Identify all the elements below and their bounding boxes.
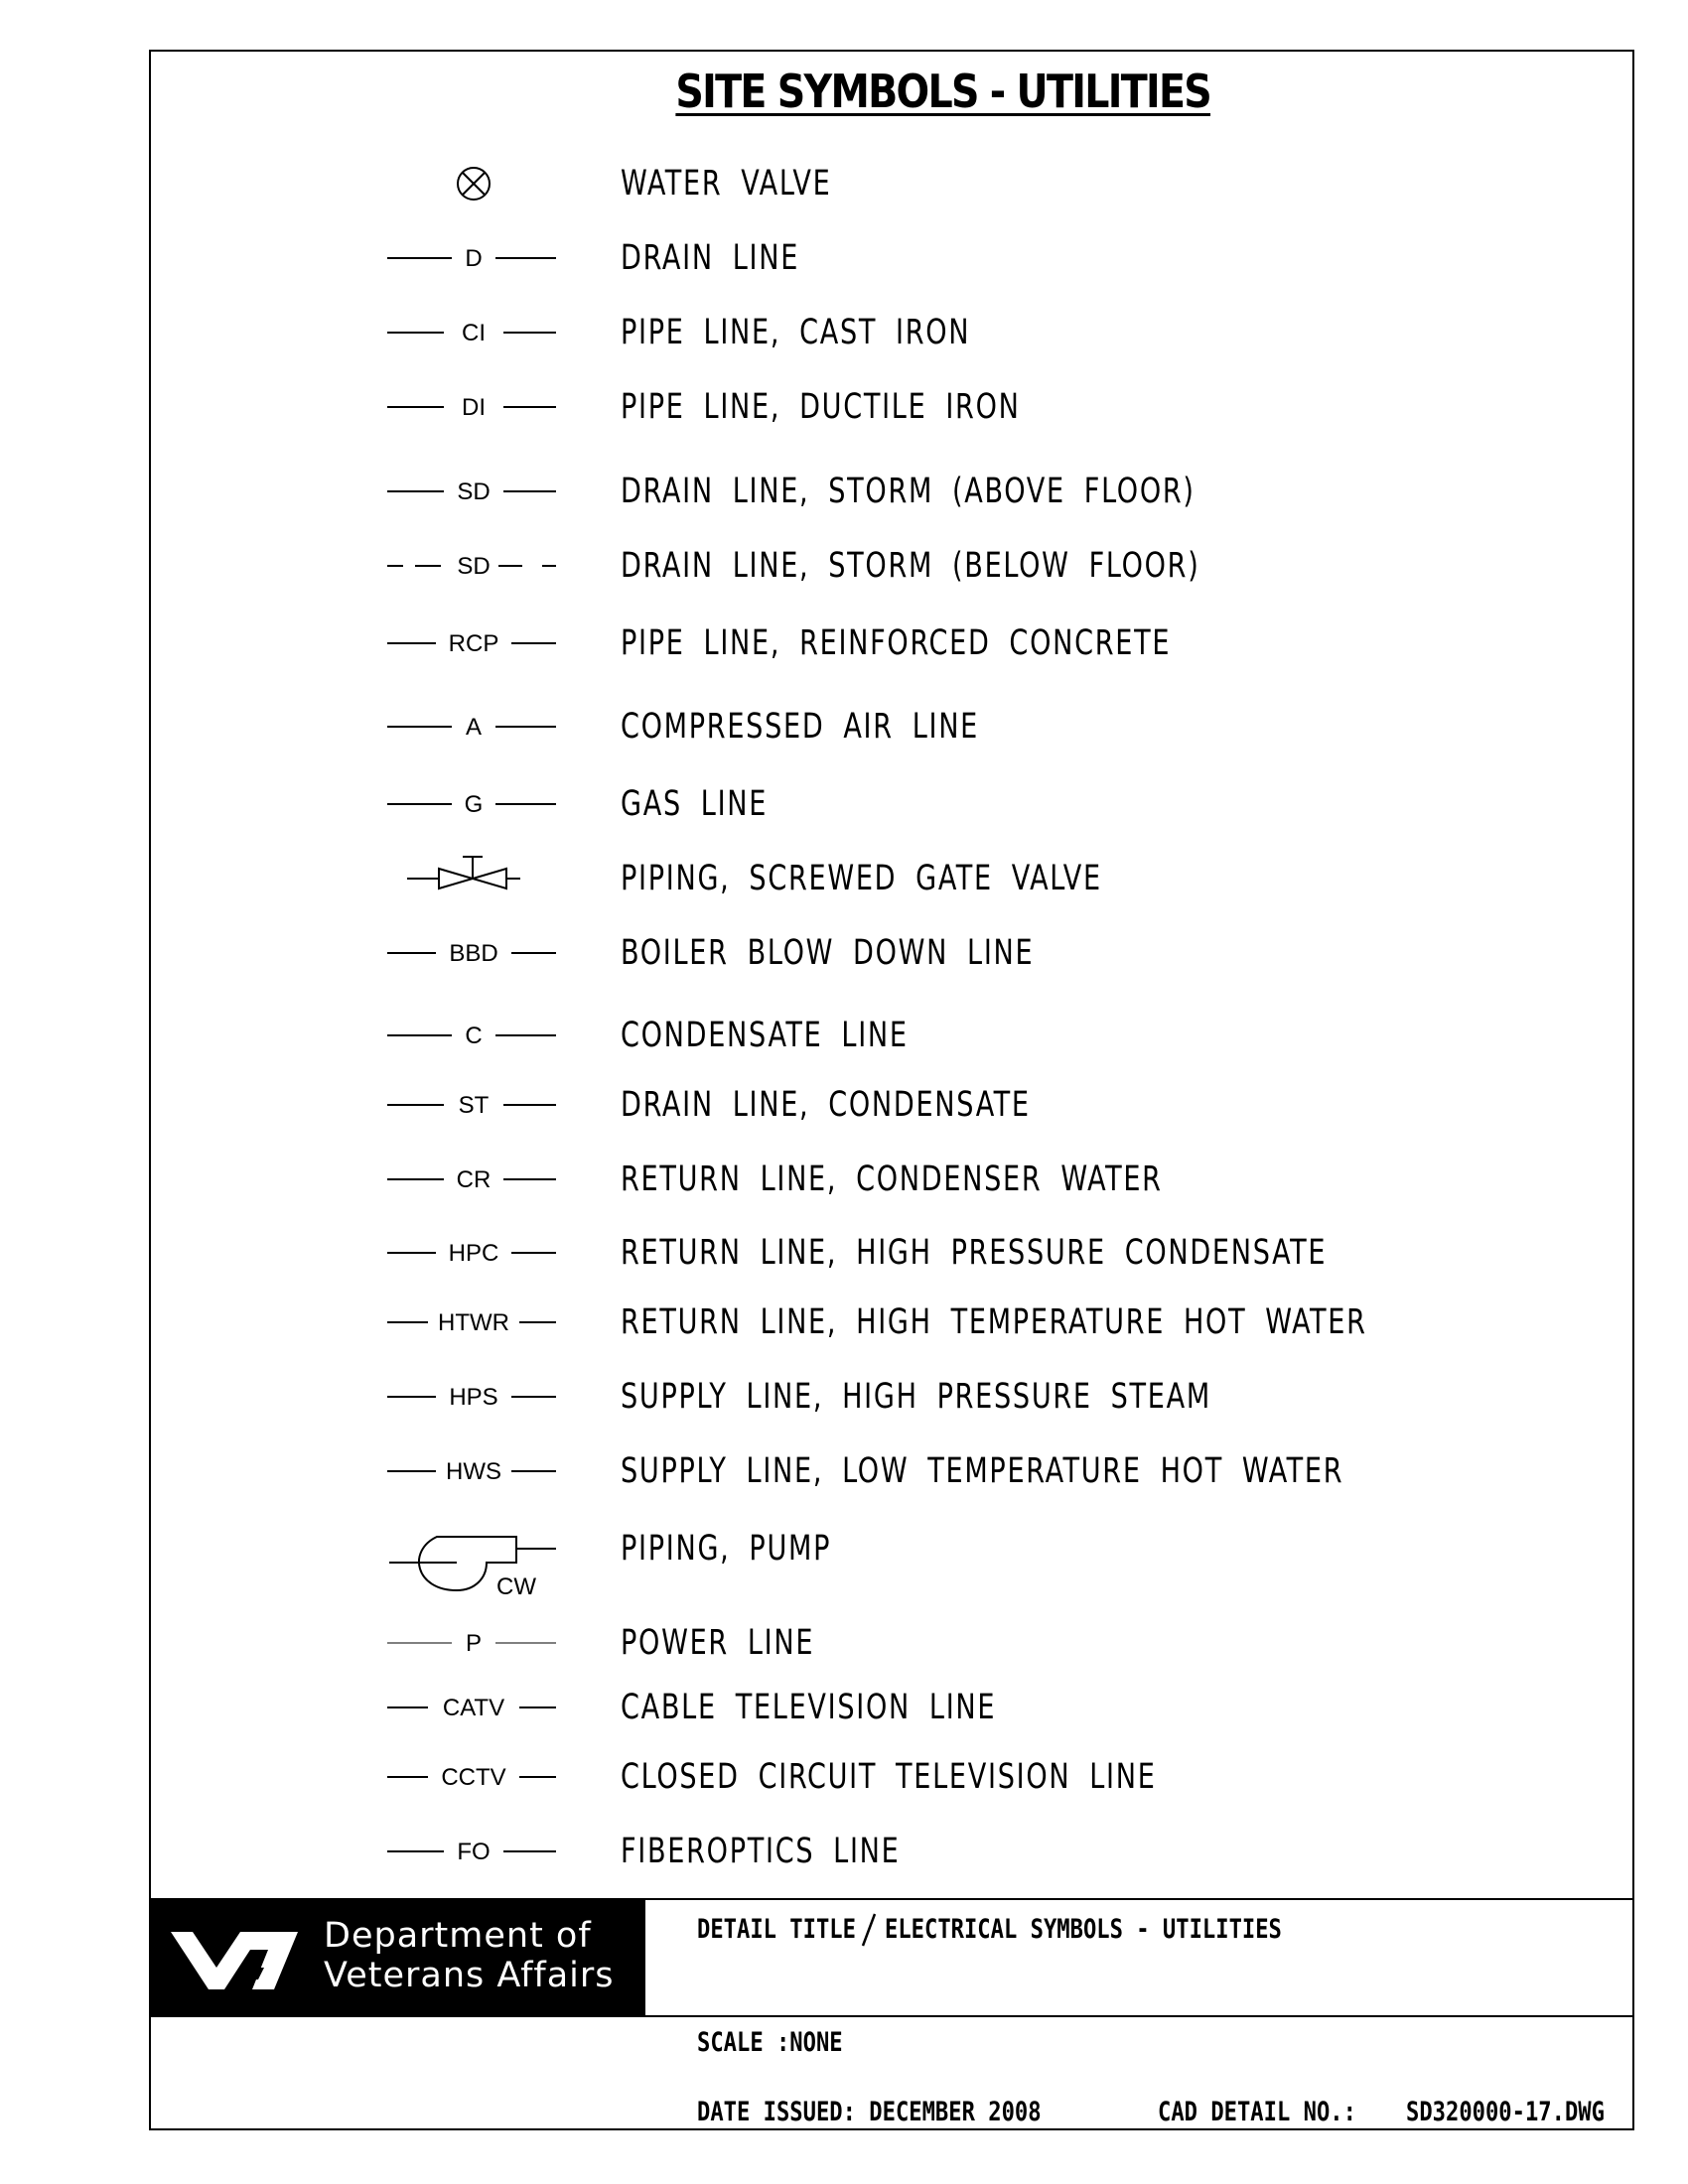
line-icon [377,1223,576,1283]
legend-symbol [377,1006,576,1065]
line-icon [377,697,576,756]
thin-line-icon [377,1613,576,1673]
date-issued-text: DATE ISSUED: DECEMBER 2008 [697,2097,1042,2127]
symbol-code: ST [458,1092,490,1119]
legend-description: FIBEROPTICS LINE [621,1832,901,1871]
line-icon [377,1150,576,1209]
legend-description: CABLE TELEVISION LINE [621,1688,997,1727]
legend-row [0,462,1688,521]
legend-description: RETURN LINE, CONDENSER WATER [621,1160,1163,1199]
symbol-code: G [464,791,484,818]
legend-row [0,923,1688,983]
line-icon [377,1006,576,1065]
line-icon [377,1678,576,1737]
legend-symbol [377,536,576,596]
pump-icon [377,1519,576,1608]
legend-row [0,614,1688,673]
legend-row [0,1075,1688,1135]
org-line-1: Department of [324,1916,592,1956]
title-block-mid-rule [149,2015,1634,2017]
symbol-code: HPS [449,1384,498,1411]
legend-row [0,1293,1688,1352]
legend-row [0,1678,1688,1737]
symbol-code: P [465,1630,483,1657]
legend-description: SUPPLY LINE, HIGH PRESSURE STEAM [621,1377,1211,1417]
line-icon [377,774,576,834]
legend-row [0,1822,1688,1881]
symbol-code: D [465,245,483,272]
line-icon [377,1367,576,1427]
legend-description: GAS LINE [621,784,769,824]
legend-symbol [377,1293,576,1352]
legend-description: PIPING, PUMP [621,1529,832,1569]
slash-separator [859,1912,879,1948]
legend-description: BOILER BLOW DOWN LINE [621,933,1035,973]
line-icon [377,1747,576,1807]
legend-symbol [377,303,576,362]
legend-description: DRAIN LINE, STORM (ABOVE FLOOR) [621,472,1196,511]
legend-symbol [377,849,576,908]
legend-description: RETURN LINE, HIGH PRESSURE CONDENSATE [621,1233,1328,1273]
detail-title-label: DETAIL TITLE [697,1914,856,1945]
legend-row [0,1519,1688,1608]
legend-symbol [377,1150,576,1209]
line-icon [377,1075,576,1135]
legend-description: COMPRESSED AIR LINE [621,707,980,747]
title-block [149,1898,1634,2130]
legend-symbol [377,377,576,437]
symbol-code: CI [462,320,486,346]
symbol-code: DI [462,394,486,421]
legend-row [0,697,1688,756]
legend-row [0,1150,1688,1209]
gate-valve-icon [377,849,576,908]
legend-description: CLOSED CIRCUIT TELEVISION LINE [621,1757,1157,1797]
legend-symbol [377,1367,576,1427]
legend-row [0,228,1688,288]
legend-row [0,536,1688,596]
valve-circle-icon [377,154,576,213]
legend-symbol [377,1678,576,1737]
va-logo-icon [167,1920,306,1999]
legend-row [0,849,1688,908]
legend-description: SUPPLY LINE, LOW TEMPERATURE HOT WATER [621,1451,1344,1491]
cad-detail-number: SD320000-17.DWG [1406,2097,1605,2127]
symbol-code: HTWR [438,1309,509,1336]
legend-description: DRAIN LINE, STORM (BELOW FLOOR) [621,546,1200,586]
legend-description: PIPING, SCREWED GATE VALVE [621,859,1102,898]
dashed-line-icon [377,536,576,596]
legend-description: RETURN LINE, HIGH TEMPERATURE HOT WATER [621,1302,1367,1342]
symbol-code: SD [457,478,491,505]
symbol-code: SD [457,553,491,580]
legend-symbol [377,697,576,756]
legend-description: CONDENSATE LINE [621,1016,909,1055]
legend-symbol [377,1822,576,1881]
legend-row [0,1367,1688,1427]
legend-row [0,303,1688,362]
legend-symbol [377,154,576,213]
line-icon [377,614,576,673]
line-icon [377,462,576,521]
symbol-code: CATV [442,1695,505,1721]
cad-detail-label: CAD DETAIL NO.: [1158,2097,1356,2127]
line-icon [377,1441,576,1501]
symbol-code: FO [457,1839,491,1865]
symbol-code: BBD [449,940,498,967]
legend-description: PIPE LINE, CAST IRON [621,313,971,352]
legend-description: PIPE LINE, DUCTILE IRON [621,387,1021,427]
legend-description: DRAIN LINE, CONDENSATE [621,1085,1031,1125]
line-icon [377,923,576,983]
legend-symbol [377,462,576,521]
legend-row [0,1747,1688,1807]
legend-symbol [377,774,576,834]
detail-title-value: ELECTRICAL SYMBOLS - UTILITIES [885,1914,1282,1945]
legend-symbol [377,1223,576,1283]
symbol-code: HPC [448,1240,499,1267]
symbol-code: HWS [446,1458,501,1485]
legend-row [0,154,1688,213]
legend-symbol [377,1613,576,1673]
legend-description: PIPE LINE, REINFORCED CONCRETE [621,623,1172,663]
symbol-code: RCP [448,630,499,657]
legend-row [0,1006,1688,1065]
line-icon [377,377,576,437]
line-icon [377,1293,576,1352]
legend-symbol [377,1441,576,1501]
va-logo-block [149,1898,645,2016]
legend-description: POWER LINE [621,1623,815,1663]
symbol-code: CW [496,1573,536,1600]
legend-description: DRAIN LINE [621,238,800,278]
legend-symbol [377,1519,576,1600]
symbol-code: A [465,714,483,741]
symbol-code: CR [456,1166,492,1193]
org-line-2: Veterans Affairs [324,1956,615,1995]
scale-text: SCALE :NONE [697,2027,843,2058]
line-icon [377,1822,576,1881]
legend-row [0,1441,1688,1501]
legend-symbol [377,614,576,673]
line-icon [377,303,576,362]
symbol-code: CCTV [441,1764,506,1791]
legend-row [0,377,1688,437]
legend-symbol [377,1075,576,1135]
legend-description: WATER VALVE [621,164,832,204]
legend-symbol [377,228,576,288]
legend-row [0,1613,1688,1673]
legend-symbol [377,923,576,983]
page-title: SITE SYMBOLS - UTILITIES [675,65,1211,118]
legend-row [0,774,1688,834]
legend-row [0,1223,1688,1283]
symbol-code: C [465,1023,483,1049]
legend-symbol [377,1747,576,1807]
line-icon [377,228,576,288]
title-block-top-rule [149,1898,1634,1900]
